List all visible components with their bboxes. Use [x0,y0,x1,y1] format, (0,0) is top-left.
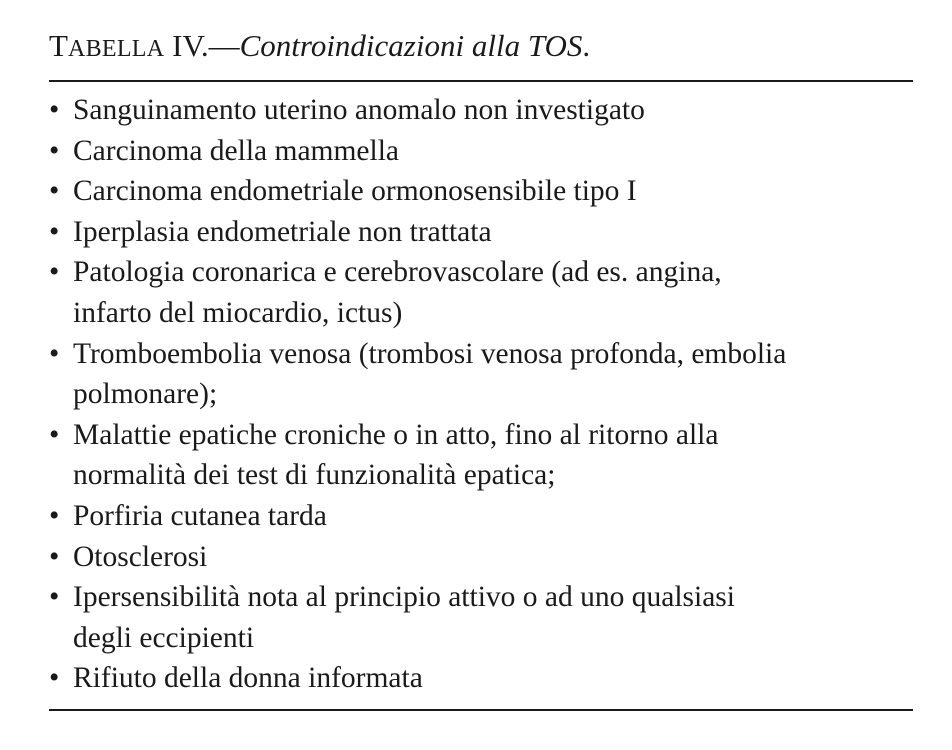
list-item [49,90,913,131]
list-item [49,171,913,212]
list-item [49,496,913,537]
bottom-rule [49,709,913,711]
list-item-text: degli eccipienti [73,621,255,654]
list-item [49,252,913,333]
table-title: Controindicazioni alla TOS [239,28,583,63]
bullet-icon: • [49,94,60,126]
contraindications-table [49,26,913,711]
bullet-icon: • [49,581,60,614]
table-number: IV. [164,28,209,63]
caption-dash: — [208,28,240,63]
bullet-icon: • [49,175,60,208]
list-item-text: Malattie epatiche croniche o in atto, fino al ritorno alla [73,418,719,451]
list-item [49,537,913,578]
list-item-text: Tromboembolia venosa (trombosi venosa profonda, embolia [73,337,787,370]
list-item [49,212,913,253]
bullet-icon: • [49,540,60,573]
bullet-icon: • [49,337,60,370]
list-item-text: Sanguinamento uterino anomalo non investigato [73,94,645,126]
bullet-icon: • [49,215,60,248]
bullet-icon: • [49,418,60,451]
list-item-text: polmonare); [73,378,218,411]
caption-period: . [582,28,591,63]
bullet-icon: • [49,134,60,167]
list-item [49,658,913,699]
contraindications-list [49,82,913,709]
bullet-icon: • [49,662,60,695]
list-item-text: Ipersensibilità nota al principio attivo o ad uno qualsiasi [73,581,735,614]
bullet-icon: • [49,499,60,532]
bullet-icon: • [49,256,60,289]
list-item-text: normalità dei test di funzionalità epatica; [73,459,556,492]
list-item-text: Rifiuto della donna informata [73,662,423,695]
table-label-smallcaps: ABELLA [67,36,165,62]
list-item-text: Carcinoma endometriale ormonosensibile tipo I [73,175,637,208]
list-item [49,577,913,658]
table-caption [49,26,913,78]
list-item-text: Carcinoma della mammella [73,134,400,167]
list-item-text: Otosclerosi [73,540,208,573]
list-item [49,334,913,415]
list-item-text: infarto del miocardio, ictus) [73,296,403,329]
list-item-text: Patologia coronarica e cerebrovascolare (ad es. angina, [73,256,722,289]
table-label-initial: T [49,28,68,63]
list-item [49,131,913,172]
list-item-text: Iperplasia endometriale non trattata [73,215,492,248]
list-item-text: Porfiria cutanea tarda [73,499,327,532]
list-item [49,415,913,496]
